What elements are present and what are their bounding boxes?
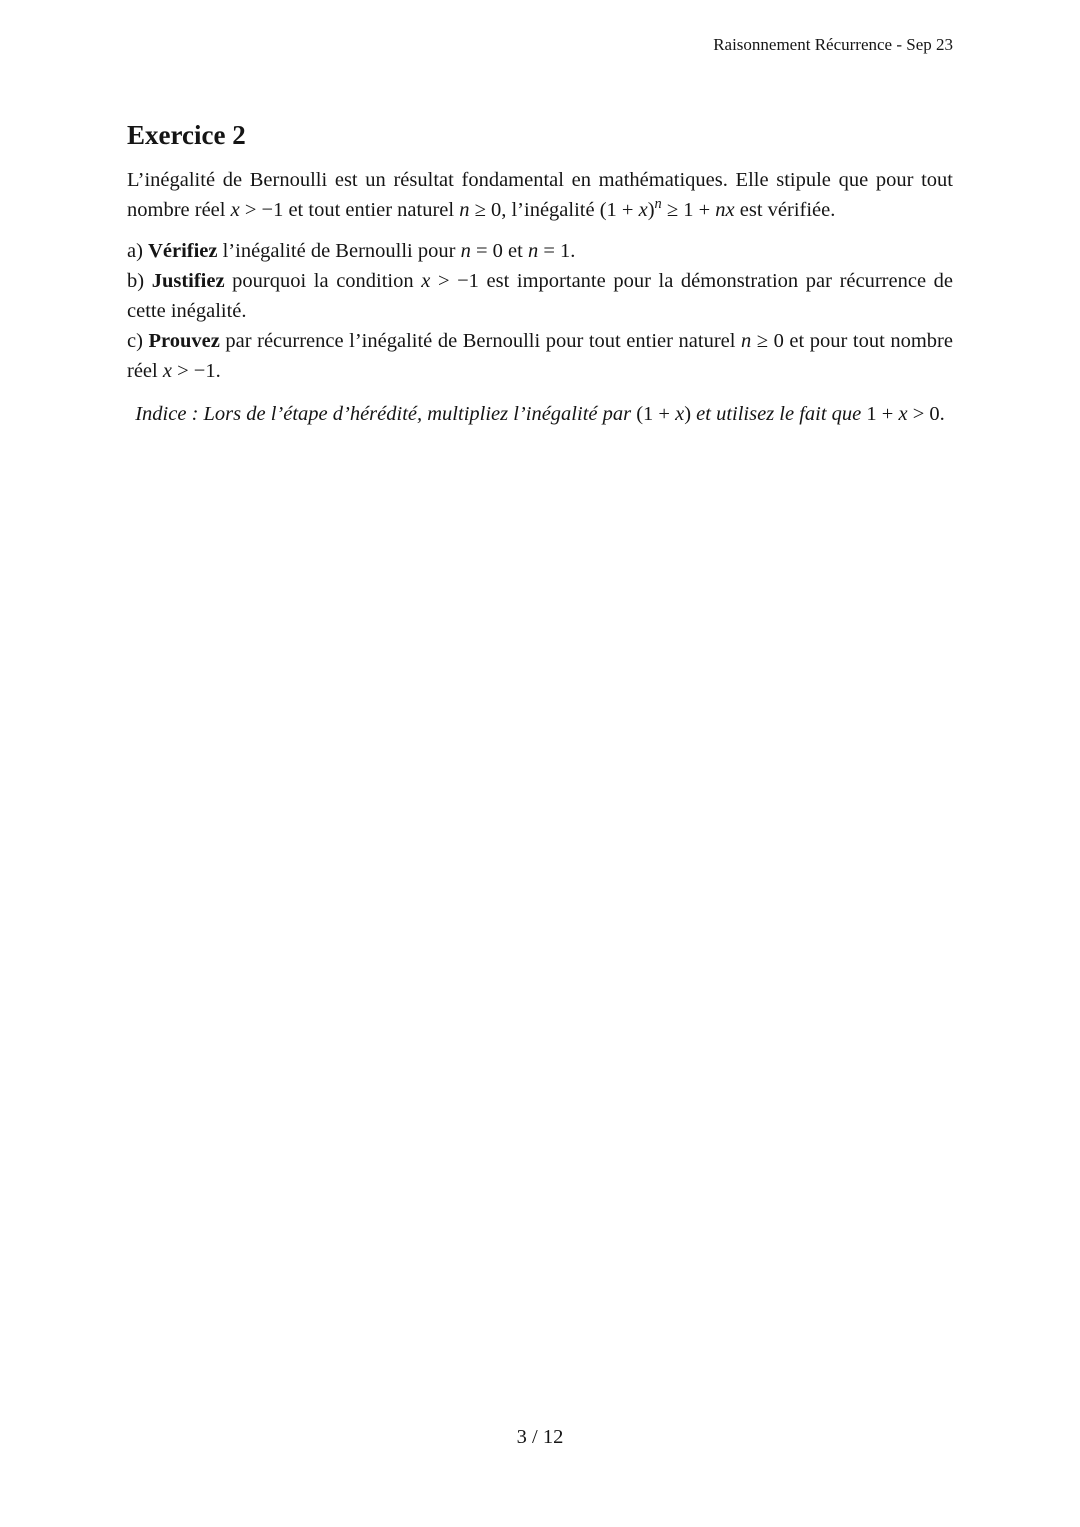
question-item-c: c) Prouvez par récurrence l’inégalité de Bernoulli pour tout entier naturel n ≥ 0 et pour tout nombre réel x > −1. [127, 330, 953, 382]
question-item-b: b) Justifiez pourquoi la condition x > −1 est importante pour la démonstration par récurrence de cette inégalité. [127, 270, 953, 322]
page-header: Raisonnement Récurrence - Sep 23 [713, 35, 953, 54]
question-item-a: a) Vérifiez l’inégalité de Bernoulli pour n = 0 et n = 1. [127, 240, 576, 262]
question-list [127, 236, 953, 386]
page-number: 3 / 12 [516, 1426, 564, 1448]
exercise-content [127, 119, 953, 429]
intro-paragraph: L’inégalité de Bernoulli est un résultat fondamental en mathématiques. Elle stipule que pour tout nombre réel x > −1 et tout entier naturel n ≥ 0, l’inégalité $(1 + x)^n \ge 1$ + nx est vérifiée. [127, 169, 953, 221]
hint-text: Indice : Lors de l’étape d’hérédité, multipliez l’inégalité par (1 + x) et utilisez le fait que 1 + x > 0. [135, 403, 945, 425]
exercise-title: Exercice 2 [127, 120, 246, 150]
